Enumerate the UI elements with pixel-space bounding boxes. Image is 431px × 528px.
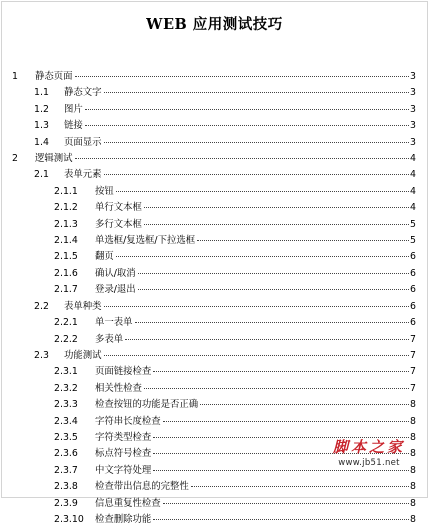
- toc-entry-label: 字符串长度检查: [95, 415, 161, 427]
- toc-entry-line: [95, 479, 416, 495]
- toc-entry[interactable]: [2, 364, 429, 380]
- toc-entry-page: 8: [410, 481, 416, 493]
- toc-entry-line: [95, 249, 416, 265]
- toc-leader-dots: [191, 486, 409, 487]
- toc-entry-line: [64, 348, 416, 364]
- toc-entry[interactable]: [2, 397, 429, 413]
- toc-entry-number: 2.3.4: [54, 415, 78, 427]
- toc-entry[interactable]: [2, 151, 429, 167]
- toc-entry-label: 多表单: [95, 333, 124, 345]
- toc-entry[interactable]: [2, 118, 429, 134]
- toc-entry-number: 2.3.9: [54, 497, 78, 509]
- toc-leader-dots: [144, 207, 409, 208]
- watermark-url: www.jb51.net: [338, 458, 400, 468]
- toc-entry[interactable]: [2, 249, 429, 265]
- toc-entry-line: [64, 85, 416, 101]
- toc-entry-line: [95, 200, 416, 216]
- toc-entry-label: 登录/退出: [95, 284, 136, 296]
- toc-entry[interactable]: [2, 315, 429, 331]
- toc-leader-dots: [138, 273, 409, 274]
- toc-entry-line: [35, 151, 416, 167]
- toc-entry-number: 2.1.5: [54, 251, 78, 263]
- toc-entry-line: [95, 332, 416, 348]
- toc-entry-page: 4: [410, 202, 416, 214]
- toc-entry-label: 检查删除功能: [95, 513, 152, 525]
- toc-entry-label: 链接: [64, 120, 83, 132]
- toc-entry-page: 3: [410, 103, 416, 115]
- toc-entry-page: 5: [410, 218, 416, 230]
- toc-entry-number: 2.3: [34, 349, 49, 361]
- toc-leader-dots: [104, 174, 410, 175]
- toc-entry-label: 相关性检查: [95, 382, 142, 394]
- toc-leader-dots: [197, 240, 409, 241]
- toc-entry-number: 1.4: [34, 136, 49, 148]
- toc-entry-line: [95, 315, 416, 331]
- toc-leader-dots: [104, 142, 410, 143]
- toc-entry[interactable]: [2, 233, 429, 249]
- toc-leader-dots: [104, 306, 410, 307]
- toc-entry-line: [35, 69, 416, 85]
- toc-entry-line: [95, 414, 416, 430]
- toc-entry-line: [64, 167, 416, 183]
- toc-entry-page: 6: [410, 317, 416, 329]
- toc-entry-number: 2.2.2: [54, 333, 78, 345]
- toc-entry-label: 中文字符处理: [95, 464, 152, 476]
- toc-entry-page: 7: [410, 366, 416, 378]
- toc-entry-page: 3: [410, 71, 416, 82]
- toc-entry-number: 2.3.3: [54, 399, 78, 411]
- toc-entry-page: 8: [410, 464, 416, 476]
- toc-entry-page: 3: [410, 136, 416, 148]
- toc-entry-label: 静态页面: [35, 71, 73, 82]
- document-title: WEB 应用测试技巧: [146, 16, 283, 33]
- toc-leader-dots: [116, 191, 409, 192]
- toc-leader-dots: [138, 289, 409, 290]
- toc-entry-page: 7: [410, 382, 416, 394]
- toc-entry-label: 单一表单: [95, 317, 133, 329]
- toc-entry[interactable]: [2, 217, 429, 233]
- toc-leader-dots: [116, 256, 409, 257]
- document-page: [1, 1, 428, 525]
- toc-entry[interactable]: [2, 299, 429, 315]
- toc-entry[interactable]: [2, 332, 429, 348]
- toc-entry-number: 2.3.7: [54, 464, 78, 476]
- toc-entry-page: 8: [410, 513, 416, 525]
- toc-entry-label: 按钮: [95, 185, 114, 197]
- toc-entry-line: [95, 496, 416, 512]
- toc-entry-page: 4: [410, 185, 416, 197]
- toc-leader-dots: [75, 158, 410, 159]
- toc-entry-line: [95, 364, 416, 380]
- toc-leader-dots: [135, 322, 410, 323]
- toc-entry-line: [95, 381, 416, 397]
- toc-entry[interactable]: [2, 102, 429, 118]
- toc-entry-label: 单行文本框: [95, 202, 142, 214]
- toc-entry-number: 2.1.1: [54, 185, 78, 197]
- toc-leader-dots: [75, 76, 410, 77]
- toc-entry-label: 检查按钮的功能是否正确: [95, 399, 199, 411]
- toc-leader-dots: [200, 404, 409, 405]
- toc-entry-page: 4: [410, 169, 416, 181]
- toc-entry-number: 2.2: [34, 300, 49, 312]
- toc-entry-page: 8: [410, 431, 416, 443]
- toc-entry-label: 单选框/复选框/下拉选框: [95, 235, 196, 247]
- toc-entry-label: 确认/取消: [95, 267, 136, 279]
- toc-entry-label: 静态文字: [64, 87, 102, 99]
- toc-entry[interactable]: [2, 381, 429, 397]
- toc-entry-label: 字符类型检查: [95, 431, 152, 443]
- toc-entry[interactable]: [2, 135, 429, 151]
- toc-entry-line: [64, 135, 416, 151]
- toc-entry-label: 检查带出信息的完整性: [95, 481, 189, 493]
- toc-entry[interactable]: [2, 266, 429, 282]
- toc-entry-number: 1.2: [34, 103, 49, 115]
- toc-leader-dots: [144, 388, 409, 389]
- toc-entry-page: 3: [410, 120, 416, 132]
- toc-entry-line: [95, 266, 416, 282]
- toc-entry-number: 2.3.2: [54, 382, 78, 394]
- site-watermark: [314, 440, 424, 468]
- toc-leader-dots: [163, 421, 409, 422]
- toc-leader-dots: [163, 503, 409, 504]
- toc-entry-label: 翻页: [95, 251, 114, 263]
- toc-entry-line: [95, 217, 416, 233]
- toc-entry[interactable]: [2, 167, 429, 183]
- toc-entry-page: 3: [410, 87, 416, 99]
- toc-entry-label: 页面链接检查: [95, 366, 152, 378]
- toc-entry-line: [95, 282, 416, 298]
- toc-leader-dots: [104, 355, 410, 356]
- toc-entry-label: 标点符号检查: [95, 448, 152, 460]
- toc-entry-number: 2.1.6: [54, 267, 78, 279]
- toc-leader-dots: [153, 470, 409, 471]
- toc-entry-line: [95, 184, 416, 200]
- toc-entry[interactable]: [2, 282, 429, 298]
- toc-leader-dots: [153, 519, 409, 520]
- toc-entry-line: [95, 397, 416, 413]
- toc-entry-number: 2.1.2: [54, 202, 78, 214]
- toc-entry-label: 逻辑测试: [35, 153, 73, 165]
- toc-entry[interactable]: [2, 479, 429, 495]
- toc-entry-page: 6: [410, 251, 416, 263]
- toc-leader-dots: [85, 125, 409, 126]
- toc-entry-number: 2.1.7: [54, 284, 78, 296]
- toc-entry-number: 2.3.6: [54, 448, 78, 460]
- toc-entry-number: 1.3: [34, 120, 49, 132]
- toc-entry-number: 2: [12, 153, 18, 165]
- toc-entry-number: 2.3.10: [54, 513, 84, 525]
- toc-entry[interactable]: [2, 184, 429, 200]
- toc-entry-label: 功能测试: [64, 349, 102, 361]
- toc-entry-number: 2.1.4: [54, 235, 78, 247]
- toc-entry[interactable]: [2, 414, 429, 430]
- toc-entry-label: 表单种类: [64, 300, 102, 312]
- toc-entry-number: 1.1: [34, 87, 49, 99]
- toc-leader-dots: [125, 339, 409, 340]
- toc-entry-page: 7: [410, 349, 416, 361]
- toc-entry[interactable]: [2, 512, 429, 528]
- toc-entry[interactable]: [2, 348, 429, 364]
- toc-entry-page: 8: [410, 415, 416, 427]
- toc-entry-line: [64, 118, 416, 134]
- toc-entry[interactable]: [2, 85, 429, 101]
- toc-leader-dots: [144, 224, 409, 225]
- toc-entry-label: 表单元素: [64, 169, 102, 181]
- toc-entry-number: 2.3.1: [54, 366, 78, 378]
- toc-entry-page: 6: [410, 284, 416, 296]
- toc-entry-line: [95, 512, 416, 528]
- toc-entry-page: 7: [410, 333, 416, 345]
- toc-entry-line: [64, 102, 416, 118]
- toc-leader-dots: [85, 109, 409, 110]
- toc-entry-label: 多行文本框: [95, 218, 142, 230]
- toc-entry[interactable]: [2, 69, 429, 85]
- toc-entry-number: 2.3.8: [54, 481, 78, 493]
- toc-entry-page: 5: [410, 235, 416, 247]
- toc-entry-number: 2.1.3: [54, 218, 78, 230]
- toc-entry-page: 8: [410, 399, 416, 411]
- toc-entry-line: [64, 299, 416, 315]
- toc-entry-number: 1: [12, 71, 18, 82]
- toc-entry-page: 8: [410, 448, 416, 460]
- toc-entry-page: 8: [410, 497, 416, 509]
- toc-entry-label: 信息重复性检查: [95, 497, 161, 509]
- toc-entry-line: [95, 233, 416, 249]
- toc-leader-dots: [153, 371, 409, 372]
- toc-entry[interactable]: [2, 496, 429, 512]
- toc-leader-dots: [104, 92, 410, 93]
- toc-entry-page: 4: [410, 153, 416, 165]
- toc-entry-number: 2.1: [34, 169, 49, 181]
- toc-entry-number: 2.2.1: [54, 317, 78, 329]
- toc-entry-page: 6: [410, 267, 416, 279]
- toc-entry[interactable]: [2, 200, 429, 216]
- toc-entry-label: 页面显示: [64, 136, 102, 148]
- watermark-title: 脚本之家: [332, 438, 405, 456]
- toc-entry-page: 6: [410, 300, 416, 312]
- toc-entry-label: 图片: [64, 103, 83, 115]
- toc-entry-number: 2.3.5: [54, 431, 78, 443]
